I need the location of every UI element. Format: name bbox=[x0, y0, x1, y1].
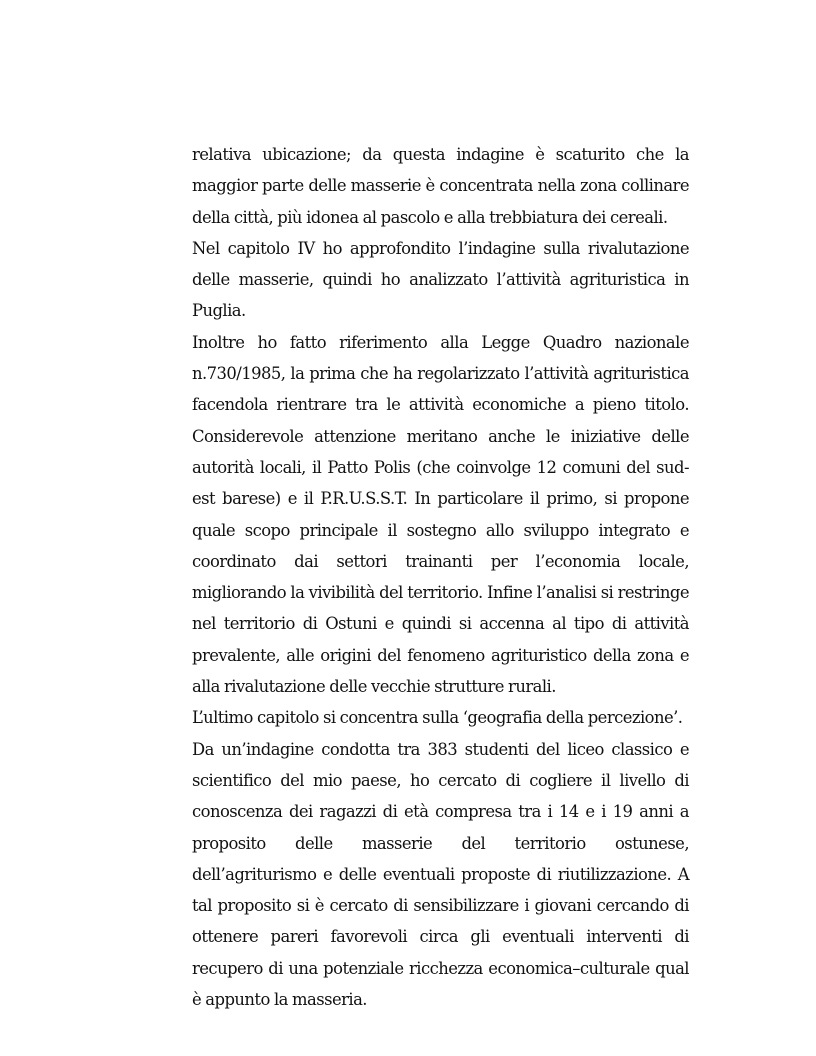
paragraph-ultimo-capitolo: L’ultimo capitolo si concentra sulla ‘geografia della percezione’. bbox=[192, 708, 683, 728]
paragraph-indagine-studenti: Da un’indagine condotta tra 383 studenti del liceo classico e scientifico del mio paese, ho cercato di cogliere il livello di conoscenza dei ragazzi di età compresa tra i 14 e i 19 anni a proposito delle masserie del territorio ostunese, dell’agriturismo e delle eventuali proposte di riutilizzazione. A tal proposito si è cercato di sensibilizzare i giovani cercando di ottenere pareri favorevoli circa gli eventuali interventi di recupero di una potenziale ricchezza economica–culturale qual è appunto la masseria. bbox=[192, 739, 689, 1010]
paragraph-capitolo-iv: Nel capitolo IV ho approfondito l’indagine sulla rivalutazione delle masserie, quindi ho analizzato l’attività agrituristica in Puglia. bbox=[192, 238, 689, 321]
paragraph-legge-quadro: Inoltre ho fatto riferimento alla Legge Quadro nazionale n.730/1985, la prima che ha regolarizzato l’attività agrituristica facendola rientrare tra le attività economiche a pieno titolo. Considerevole attenzione meritano anche le iniziative delle autorità locali, il Patto Polis (che coinvolge 12 comuni del sud-est barese) e il P.R.U.S.S.T. In particolare il primo, si propone quale scopo principale il sostegno allo sviluppo integrato e coordinato dai settori trainanti per l’economia locale, migliorando la vivibilità del territorio. Infine l’analisi si restringe nel territorio di Ostuni e quindi si accenna al tipo di attività prevalente, alle origini del fenomeno agrituristico della zona e alla rivalutazione delle vecchie strutture rurali. bbox=[192, 332, 689, 697]
document-page bbox=[192, 139, 689, 1015]
paragraph-ubicazione: relativa ubicazione; da questa indagine è scaturito che la maggior parte delle masserie è concentrata nella zona collinare della città, più idonea al pascolo e alla trebbiatura dei cereali. bbox=[192, 145, 689, 227]
